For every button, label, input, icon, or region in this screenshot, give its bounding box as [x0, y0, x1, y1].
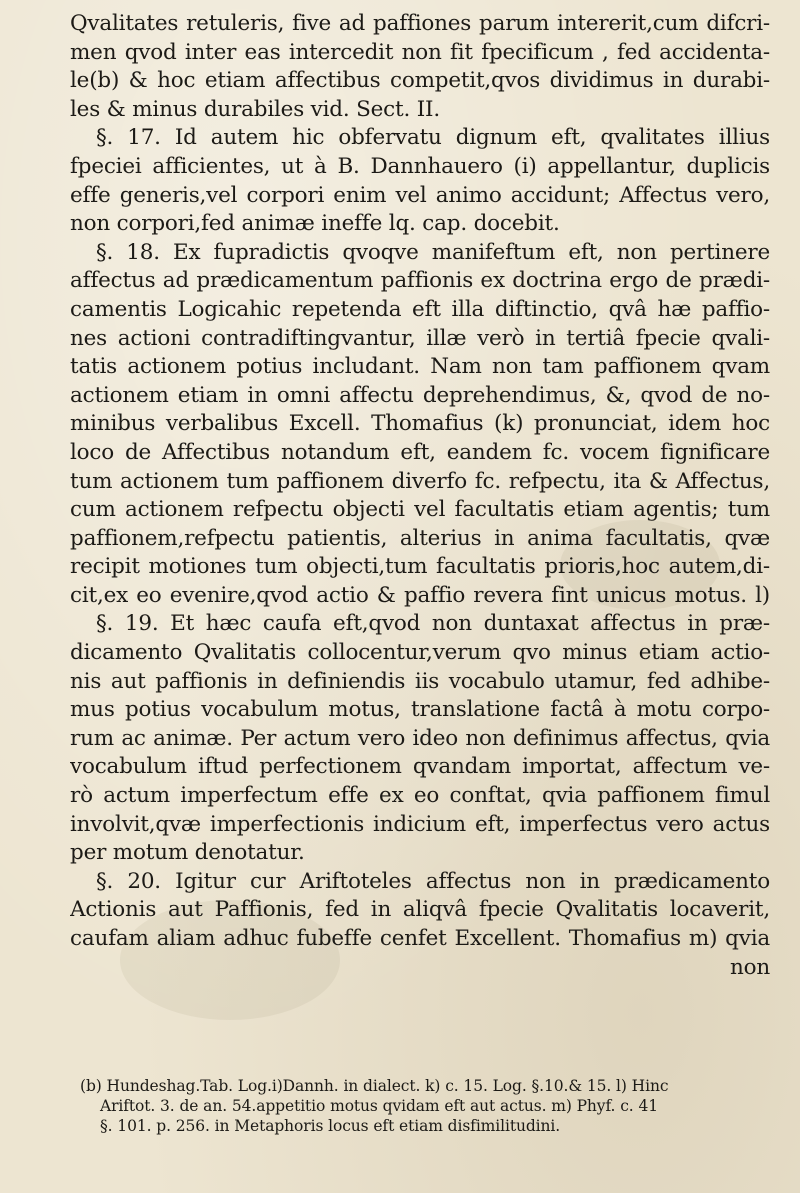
text-line: vocabulum iftud perfectionem qvandam importat, affectum ve-	[70, 754, 770, 780]
text-line: rum ac animæ. Per actum vero ideo non definimus affectus, qvia	[70, 725, 770, 751]
footnote-line: Ariftot. 3. de an. 54.appetitio motus qvidam eft aut actus. m) Phyf. c. 41	[100, 1097, 658, 1115]
text-line: non corpori,fed animæ ineffe lq. cap. docebit.	[70, 211, 560, 237]
text-line: loco de Affectibus notandum eft, eandem fc. vocem fignificare	[70, 439, 770, 465]
text-line: nes actioni contradiftingvantur, illæ verò in tertiâ fpecie qvali-	[70, 325, 770, 351]
text-line: les & minus durabiles vid. Sect. II.	[70, 96, 440, 122]
footnotes	[80, 1076, 770, 1136]
text-line: actionem etiam in omni affectu deprehendimus, &, qvod de no-	[70, 382, 770, 408]
text-line: §. 19. Et hæc caufa eft,qvod non duntaxat affectus in præ-	[96, 611, 770, 637]
footnote-line: §. 101. p. 256. in Metaphoris locus eft etiam disfimilitudini.	[100, 1117, 561, 1135]
body-text	[70, 10, 770, 982]
text-line: paffionem,refpectu patientis, alterius in anima facultatis, qvæ	[70, 525, 770, 551]
text-line: per motum denotatur.	[70, 840, 305, 866]
text-line: tatis actionem potius includant. Nam non tam paffionem qvam	[70, 354, 770, 380]
text-line: caufam aliam adhuc fubeffe cenfet Excellent. Thomafius m) qvia	[70, 926, 770, 951]
text-line: recipit motiones tum objecti,tum facultatis prioris,hoc autem,di-	[70, 554, 770, 580]
text-line: le(b) & hoc etiam affectibus competit,qvos dividimus in durabi-	[70, 68, 770, 94]
text-line: nis aut paffionis in definiendis iis vocabulo utamur, fed adhibe-	[70, 668, 770, 694]
text-line: fpeciei afficientes, ut à B. Dannhauero (i) appellantur, duplicis	[70, 153, 770, 179]
text-line: tum actionem tum paffionem diverfo fc. refpectu, ita & Affectus,	[70, 468, 770, 494]
text-line: men qvod inter eas intercedit non fit fpecificum , fed accidenta-	[70, 39, 770, 65]
text-line: dicamento Qvalitatis collocentur,verum qvo minus etiam actio-	[70, 640, 770, 666]
text-line: Qvalitates retuleris, five ad paffiones parum intererit,cum difcri-	[70, 11, 770, 36]
text-line: effe generis,vel corpori enim vel animo accidunt; Affectus vero,	[70, 182, 770, 208]
catchword: non	[729, 954, 770, 980]
text-line: cum actionem refpectu objecti vel facultatis etiam agentis; tum	[70, 497, 770, 523]
text-line: §. 18. Ex fupradictis qvoqve manifeftum eft, non pertinere	[96, 239, 770, 265]
text-line: mus potius vocabulum motus, translatione factâ à motu corpo-	[70, 697, 770, 723]
text-line: minibus verbalibus Excell. Thomafius (k) pronunciat, idem hoc	[70, 411, 770, 437]
text-line: Actionis aut Paffionis, fed in aliqvâ fpecie Qvalitatis locaverit,	[70, 897, 770, 923]
text-line: affectus ad prædicamentum paffionis ex doctrina ergo de prædi-	[70, 268, 770, 294]
text-line: camentis Logicahic repetenda eft illa diftinctio, qvâ hæ paffio-	[70, 296, 770, 322]
text-line: cit,ex eo evenire,qvod actio & paffio revera fint unicus motus. l)	[70, 582, 770, 608]
text-line: §. 20. Igitur cur Ariftoteles affectus non in prædicamento	[96, 868, 770, 894]
text-line: §. 17. Id autem hic obfervatu dignum eft, qvalitates illius	[96, 125, 770, 151]
text-line: involvit,qvæ imperfectionis indicium eft, imperfectus vero actus	[70, 811, 770, 837]
text-line: rò actum imperfectum effe ex eo conftat, qvia paffionem fimul	[70, 783, 770, 809]
footnote-line: (b) Hundeshag.Tab. Log.i)Dannh. in dialect. k) c. 15. Log. §.10.& 15. l) Hinc	[80, 1077, 669, 1095]
